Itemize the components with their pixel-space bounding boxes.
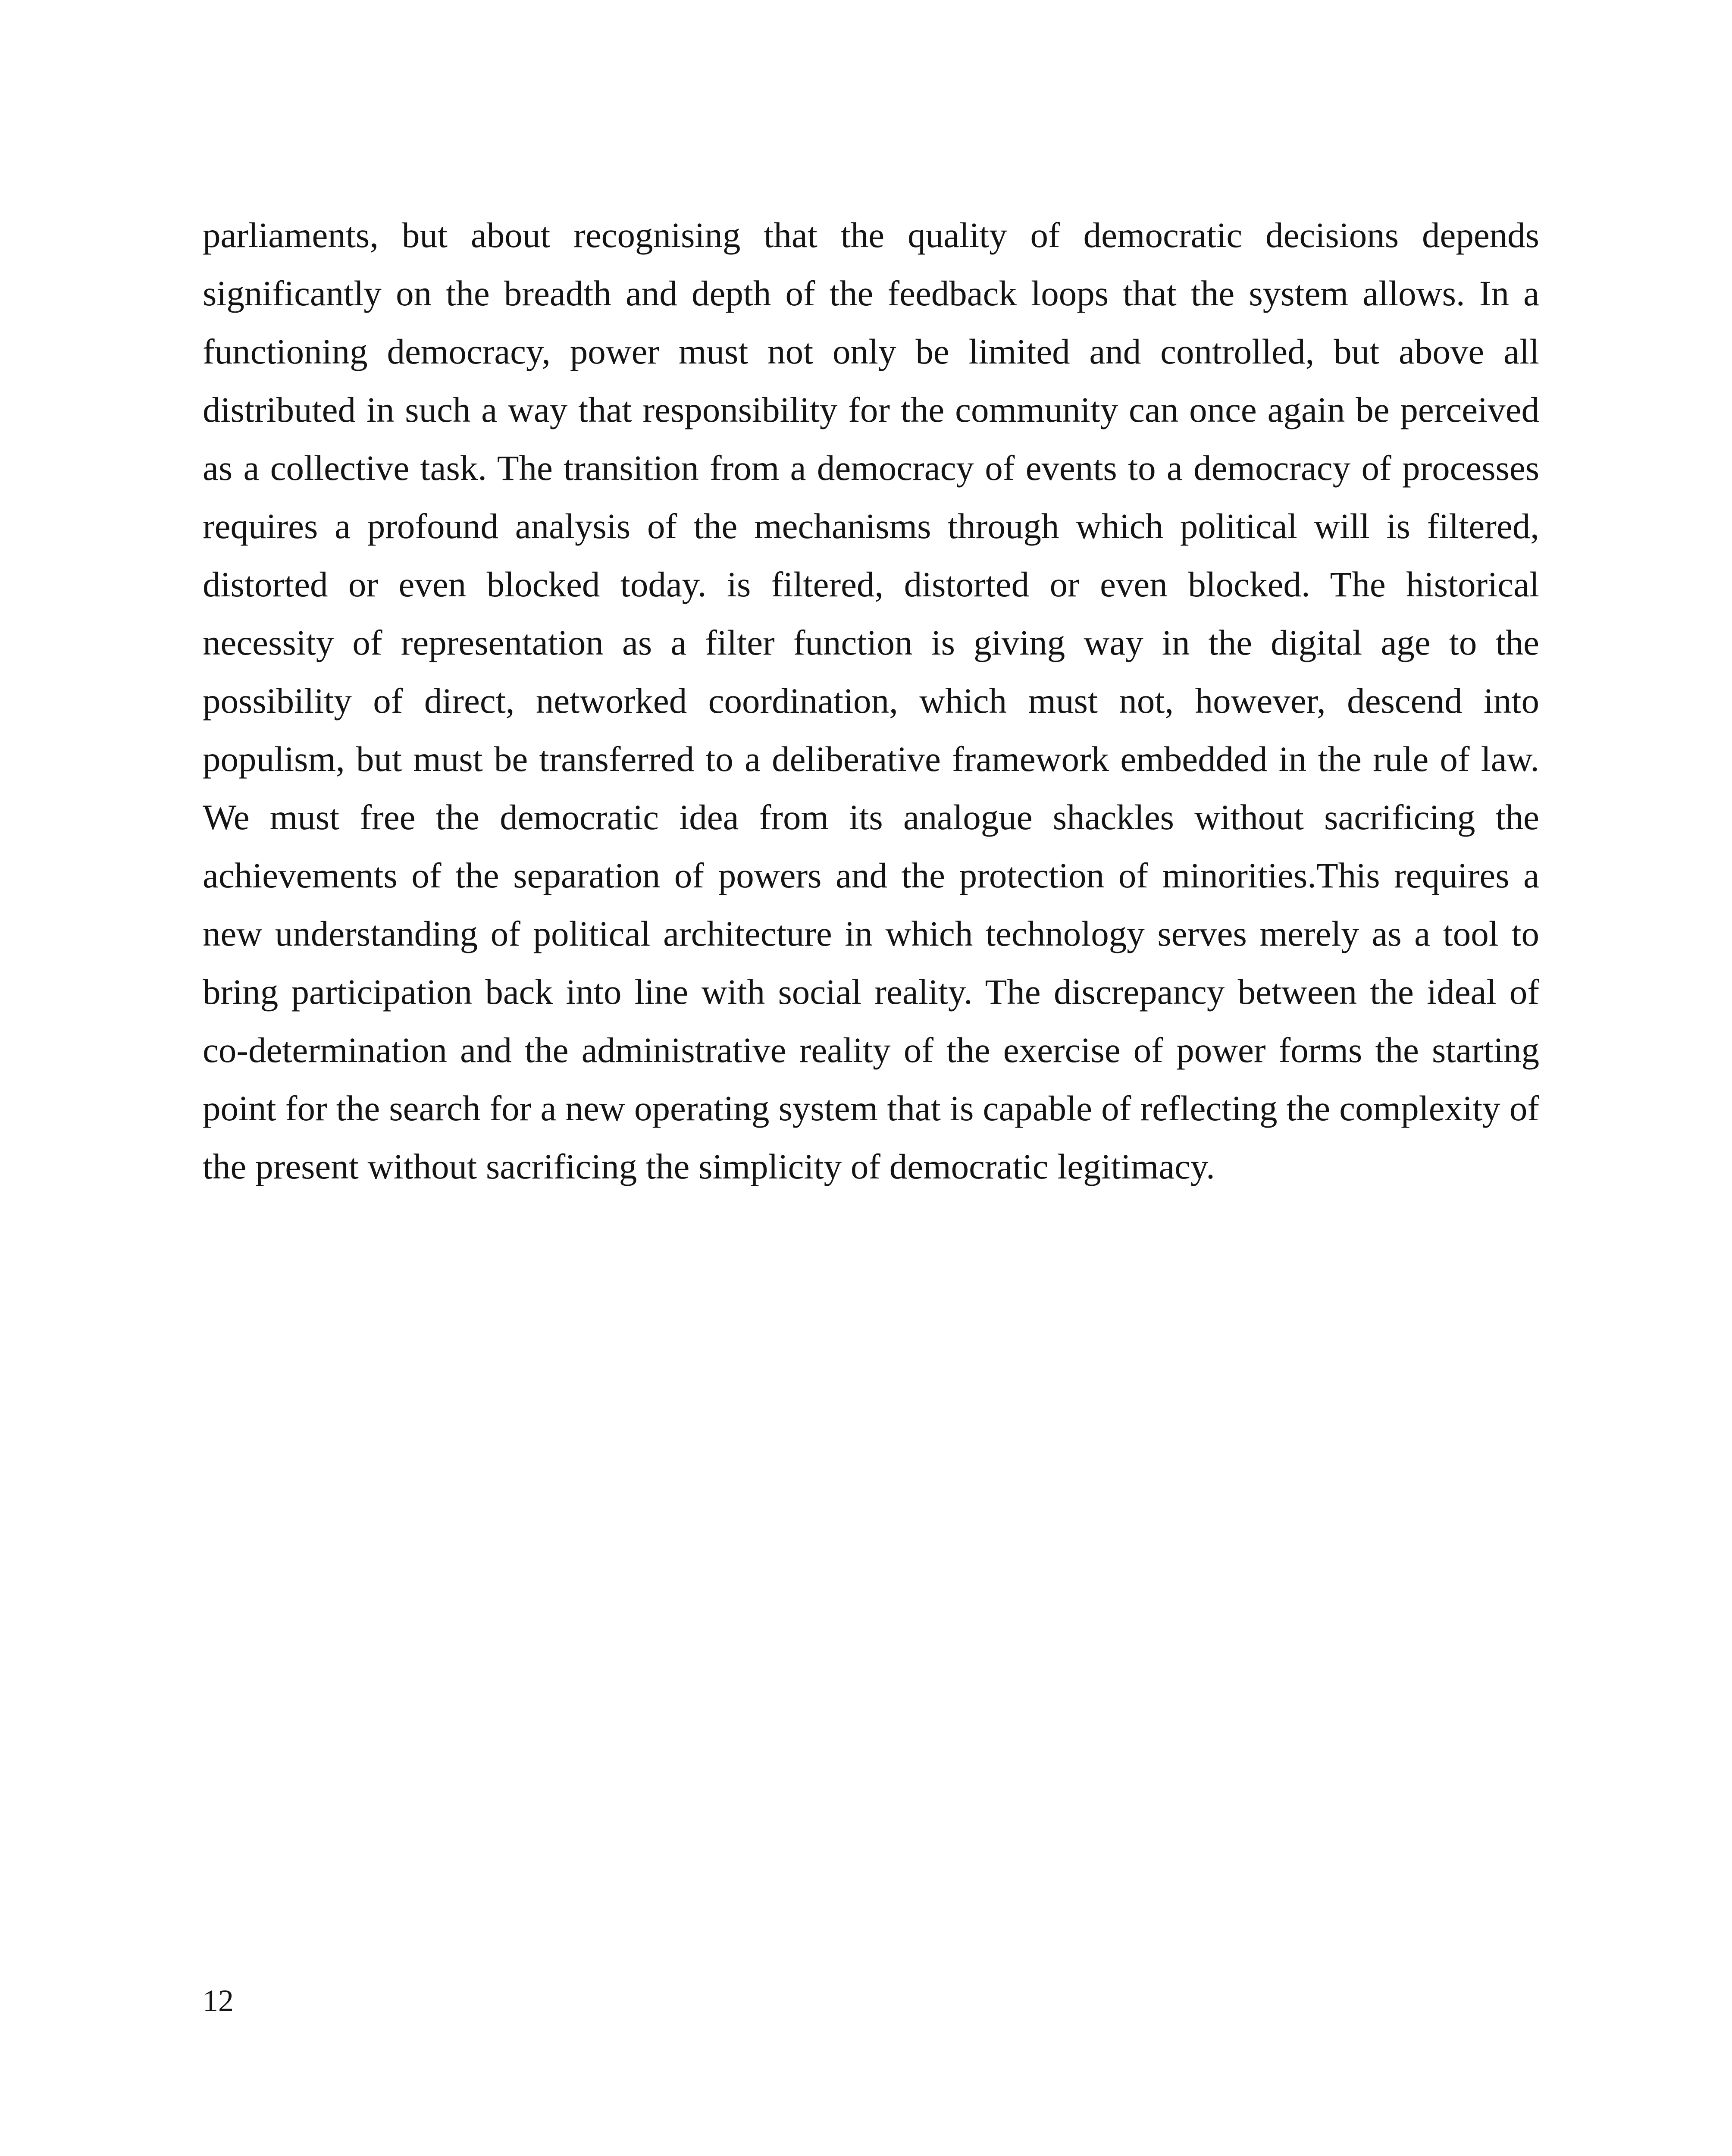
page-number: 12 bbox=[203, 1984, 234, 2018]
body-paragraph: parliaments, but about recognising that the quality of democratic decisions depends significantly on the breadth and depth of the feedback loops that the system allows. In a functioning democracy, power must not only be limited and controlled, but above all distributed in such a way that responsibility for the community can once again be perceived as a collective task. The transition from a democracy of events to a democracy of processes requires a profound analysis of the mechanisms through which political will is filtered, distorted or even blocked today. is filtered, distorted or even blocked. The historical necessity of representation as a filter function is giving way in the digital age to the possibility of direct, networked coordination, which must not, however, descend into populism, but must be transferred to a deliberative framework embedded in the rule of law. We must free the democratic idea from its analogue shackles without sacrificing the achievements of the separation of powers and the protection of minorities.This requires a new understanding of political architecture in which technology serves merely as a tool to bring participation back into line with social reality. The discrepancy between the ideal of co-determination and the administrative reality of the exercise of power forms the starting point for the search for a new operating system that is capable of reflecting the complexity of the present without sacrificing the simplicity of democratic legitimacy. bbox=[203, 215, 1539, 1186]
